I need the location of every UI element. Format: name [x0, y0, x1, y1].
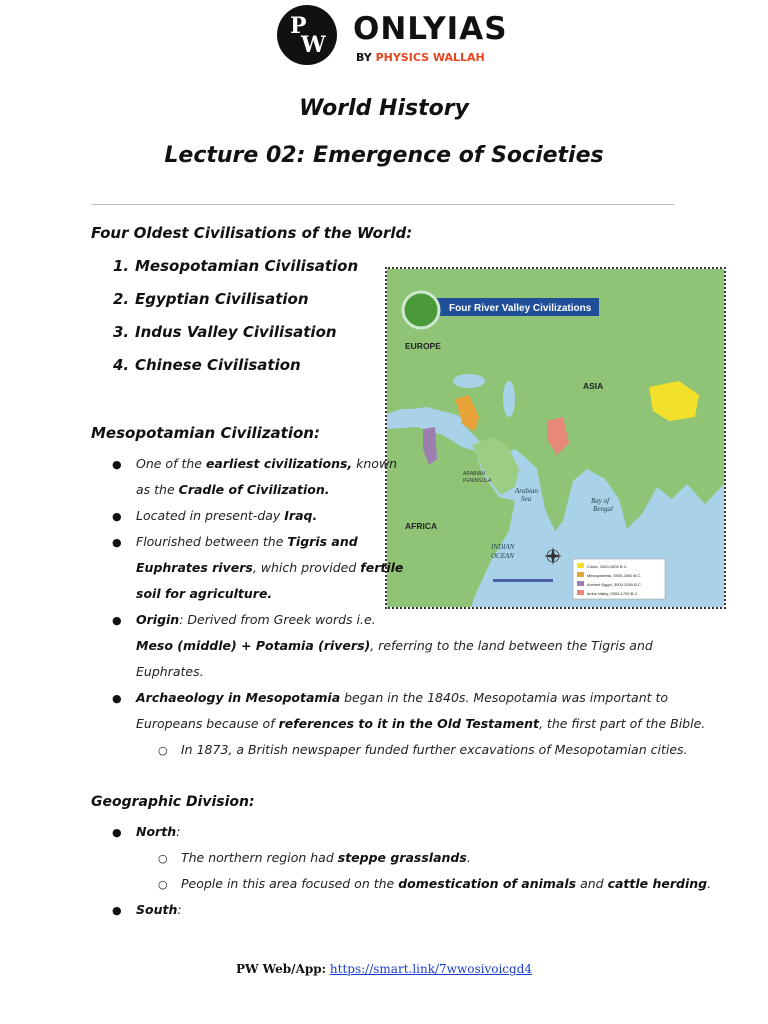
list-item: In 1873, a British newspaper funded further excavations of Mesopotamian cities. — [181, 742, 688, 757]
list-item: People in this area focused on the domestication of animals and cattle herding. — [181, 876, 712, 891]
lecture-title: Lecture 02: Emergence of Societies — [164, 143, 604, 168]
section-heading-geography: Geographic Division: — [91, 794, 255, 810]
section-heading-mesopotamia: Mesopotamian Civilization: — [91, 424, 320, 442]
list-item: One of the earliest civilizations, known as the Cradle of Civilization. — [136, 456, 398, 497]
label-indian-ocean-1: INDIAN — [491, 543, 515, 551]
brand-name: ONLYIAS — [353, 11, 508, 47]
brand-logo — [277, 5, 517, 67]
footer: PW Web/App: https://smart.link/7wwosivoicgd4 — [235, 962, 533, 976]
bullet-icon: ● — [112, 510, 122, 523]
list-item: Located in present-day Iraq. — [136, 508, 318, 523]
pw-logo-icon: P W — [277, 5, 337, 65]
list-item: Flourished between the Tigris and Euphrates rivers, which provided fertile soil for agriculture. — [136, 534, 404, 601]
list-item: Origin: Derived from Greek words i.e. Meso (middle) + Potamia (rivers), referring to the land between the Tigris and Euphrates. — [136, 612, 653, 679]
bullet-icon: ● — [112, 904, 122, 917]
svg-text:China, 2000-1500 B.C.: China, 2000-1500 B.C. — [587, 564, 628, 569]
bullet-icon: ● — [112, 826, 122, 839]
list-item: South: — [136, 902, 182, 917]
list-item: 4. Chinese Civilisation — [113, 356, 301, 374]
bullet-icon: ● — [112, 536, 122, 549]
sub-bullet-icon: ○ — [158, 744, 168, 757]
page-title: World History — [299, 96, 469, 121]
label-indian-ocean-2: OCEAN — [491, 552, 514, 560]
label-bay-1: Bay of — [591, 497, 610, 505]
section-heading-civilisations: Four Oldest Civilisations of the World: — [91, 224, 413, 242]
footer-link[interactable]: https://smart.link/7wwosivoicgd4 — [329, 962, 533, 976]
label-africa: AFRICA — [405, 521, 438, 531]
map-image — [387, 269, 724, 607]
list-item: 2. Egyptian Civilisation — [113, 290, 309, 308]
list-item: 1. Mesopotamian Civilisation — [113, 257, 359, 275]
divider — [92, 204, 674, 205]
list-item: 3. Indus Valley Civilisation — [113, 323, 337, 341]
label-asia: ASIA — [583, 381, 604, 391]
svg-text:Mesopotamia, 3500-2000 B.C.: Mesopotamia, 3500-2000 B.C. — [587, 573, 642, 578]
svg-text:Indus Valley, 2500-1700 B.C.: Indus Valley, 2500-1700 B.C. — [587, 591, 639, 596]
sub-bullet-icon: ○ — [158, 878, 168, 891]
map-legend — [573, 559, 665, 599]
brand-subtitle: BY PHYSICS WALLAH — [356, 51, 485, 64]
sub-bullet-icon: ○ — [158, 852, 168, 865]
svg-text:Ancient Egypt, 3000-2000 B.C.: Ancient Egypt, 3000-2000 B.C. — [587, 582, 642, 587]
list-item: North: — [136, 824, 181, 839]
label-europe: EUROPE — [405, 341, 441, 351]
label-arabian-peninsula-2: PENINSULA — [463, 478, 492, 484]
label-arabian-sea-1: Arabian — [515, 487, 538, 495]
map-title: Four River Valley Civilizations — [449, 303, 592, 314]
label-arabian-sea-2: Sea — [521, 495, 532, 503]
bullet-icon: ● — [112, 614, 122, 627]
label-arabian-peninsula-1: ARABIAN — [463, 471, 485, 477]
list-item: The northern region had steppe grasslands. — [181, 850, 471, 865]
bullet-icon: ● — [112, 692, 122, 705]
river-valley-map — [385, 267, 726, 609]
label-bay-2: Bengal — [593, 505, 613, 513]
bullet-icon: ● — [112, 458, 122, 471]
list-item: Archaeology in Mesopotamia began in the 1840s. Mesopotamia was important to Europeans because of references to it in the Old Testament, the first part of the Bible. — [136, 690, 706, 731]
